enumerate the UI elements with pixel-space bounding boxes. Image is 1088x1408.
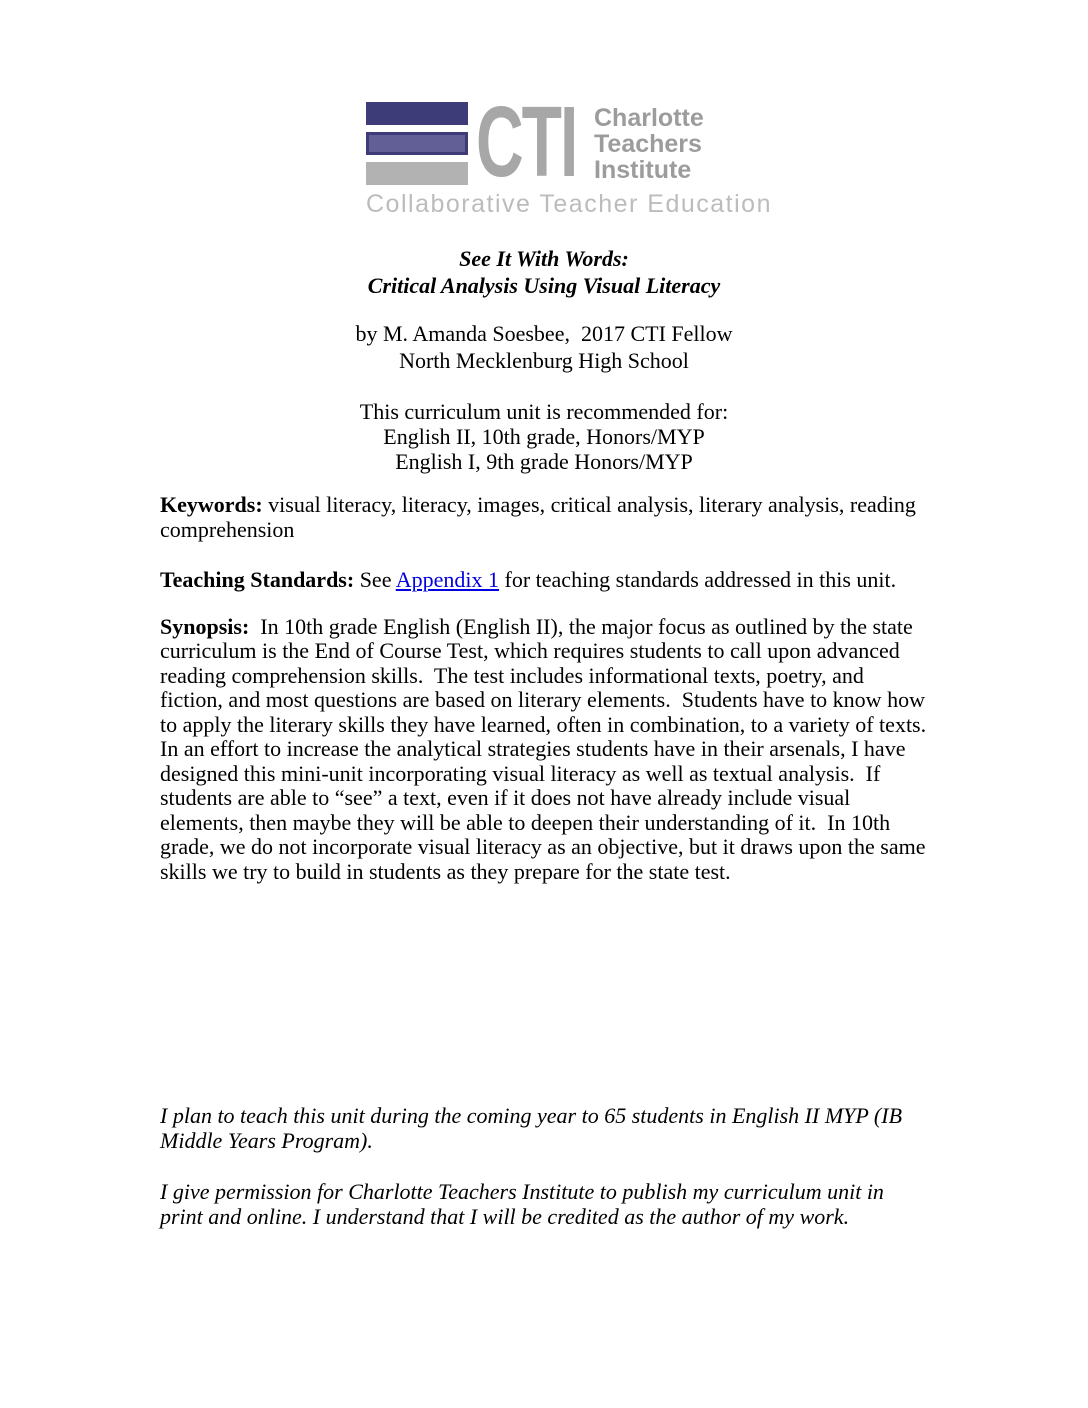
logo-name-line3: Institute (594, 155, 692, 184)
keywords-text: visual literacy, literacy, images, critical analysis, literary analysis, reading comprehension (160, 492, 922, 542)
teaching-standards-paragraph (160, 568, 930, 593)
byline (0, 320, 1088, 374)
recommendation-line3: English I, 9th grade Honors/MYP (395, 449, 693, 474)
keywords-label: Keywords: (160, 492, 263, 517)
teaching-standards-after-link: for teaching standards addressed in this unit. (499, 567, 897, 592)
logo-bar-middle (366, 132, 468, 155)
teaching-plan-note: I plan to teach this unit during the coming year to 65 students in English II MYP (IB Middle Years Program). (160, 1103, 903, 1153)
recommendation-line2: English II, 10th grade, Honors/MYP (383, 424, 705, 449)
synopsis-label: Synopsis: (160, 613, 250, 639)
cti-logo-row (366, 86, 722, 198)
logo-tagline: Collaborative Teacher Education (366, 190, 772, 218)
title-line1: See It With Words: (459, 246, 629, 271)
logo-bar-bottom (366, 162, 468, 185)
synopsis-text: In 10th grade English (English II), the major focus as outlined by the state curriculum is the End of Course Test, which requires students to call upon advanced reading comprehension skills. The test includes informational texts, poetry, and fiction, and most questions are based on literary elements. Students have to know how to apply the literary skills they have learned, often in combination, to a variety of texts. In an effort to increase the analytical strategies students have in their arsenals, I have designed this mini-unit incorporating visual literacy as well as textual analysis. If students are able to “see” a text, even if it does not have already include visual elements, then maybe they will be able to deepen their understanding of it. In 10th grade, we do not incorporate visual literacy as an objective, but it draws upon the same skills we try to build in students as they prepare for the state test. (160, 613, 938, 884)
logo-name-line1: Charlotte (594, 103, 704, 132)
logo-bar-top (366, 102, 468, 125)
logo-acronym: CTI (476, 86, 577, 198)
title-line2: Critical Analysis Using Visual Literacy (367, 273, 721, 298)
keywords-paragraph (160, 493, 930, 542)
logo-acronym-wrap (476, 86, 588, 198)
logo-name (594, 105, 704, 183)
recommendation-line1: This curriculum unit is recommended for: (359, 399, 729, 424)
byline-author: by M. Amanda Soesbee, 2017 CTI Fellow (355, 321, 733, 346)
permission-note: I give permission for Charlotte Teachers Institute to publish my curriculum unit in print and online. I understand that I will be credited as the author of my work. (160, 1179, 884, 1229)
document-title (0, 245, 1088, 299)
byline-school: North Mecklenburg High School (399, 348, 689, 373)
cti-logo (366, 86, 772, 219)
synopsis-paragraph (160, 613, 938, 885)
teaching-standards-label: Teaching Standards: (160, 567, 355, 592)
recommendation (0, 399, 1088, 474)
logo-name-line2: Teachers (594, 129, 702, 158)
logo-bars-icon (366, 102, 468, 185)
appendix-1-link[interactable]: Appendix 1 (395, 567, 500, 592)
teaching-standards-before-link: See (354, 567, 396, 592)
